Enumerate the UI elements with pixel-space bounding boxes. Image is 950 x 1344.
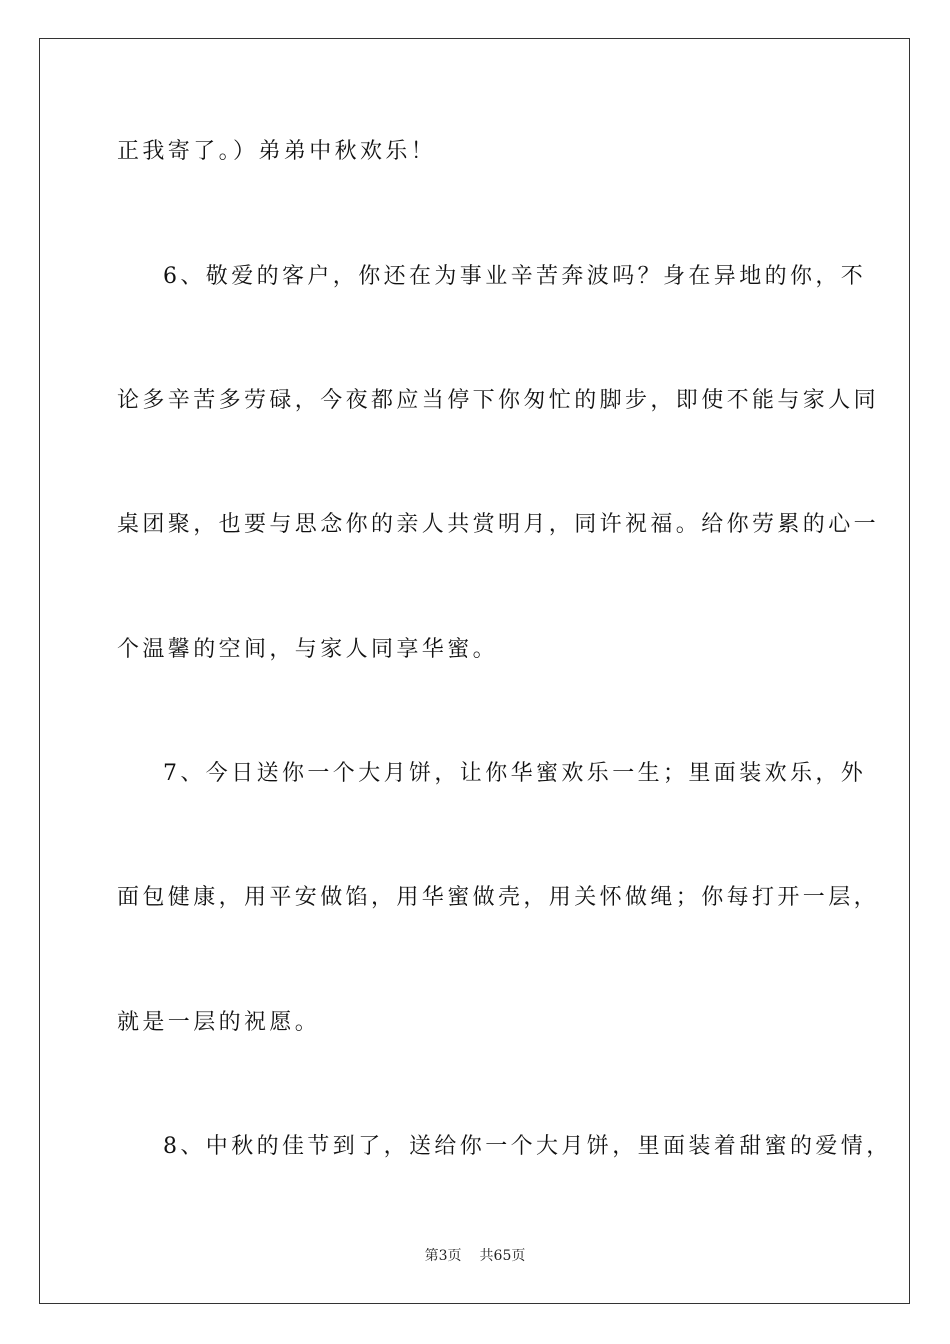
page-number: 第3页 [424, 1248, 462, 1264]
text-line: 7、今日送你一个大月饼，让你华蜜欢乐一生；里面装欢乐，外 [163, 761, 867, 786]
text-line: 8、中秋的佳节到了，送给你一个大月饼，里面装着甜蜜的爱情， [163, 1134, 892, 1159]
text-line: 面包健康，用平安做馅，用华蜜做壳，用关怀做绳；你每打开一层， [117, 885, 880, 910]
page-border [39, 38, 910, 1304]
text-line: 桌团聚，也要与思念你的亲人共赏明月，同许祝福。给你劳累的心一 [117, 512, 880, 537]
text-line: 论多辛苦多劳碌，今夜都应当停下你匆忙的脚步，即使不能与家人同 [117, 388, 880, 413]
text-line: 就是一层的祝愿。 [117, 1010, 321, 1035]
page-footer [0, 1246, 950, 1266]
text-line: 个温馨的空间，与家人同享华蜜。 [117, 637, 499, 662]
text-line: 6、敬爱的客户，你还在为事业辛苦奔波吗？身在异地的你，不 [163, 264, 867, 289]
text-line: 正我寄了。）弟弟中秋欢乐！ [117, 139, 437, 164]
page-total: 共65页 [479, 1248, 526, 1264]
